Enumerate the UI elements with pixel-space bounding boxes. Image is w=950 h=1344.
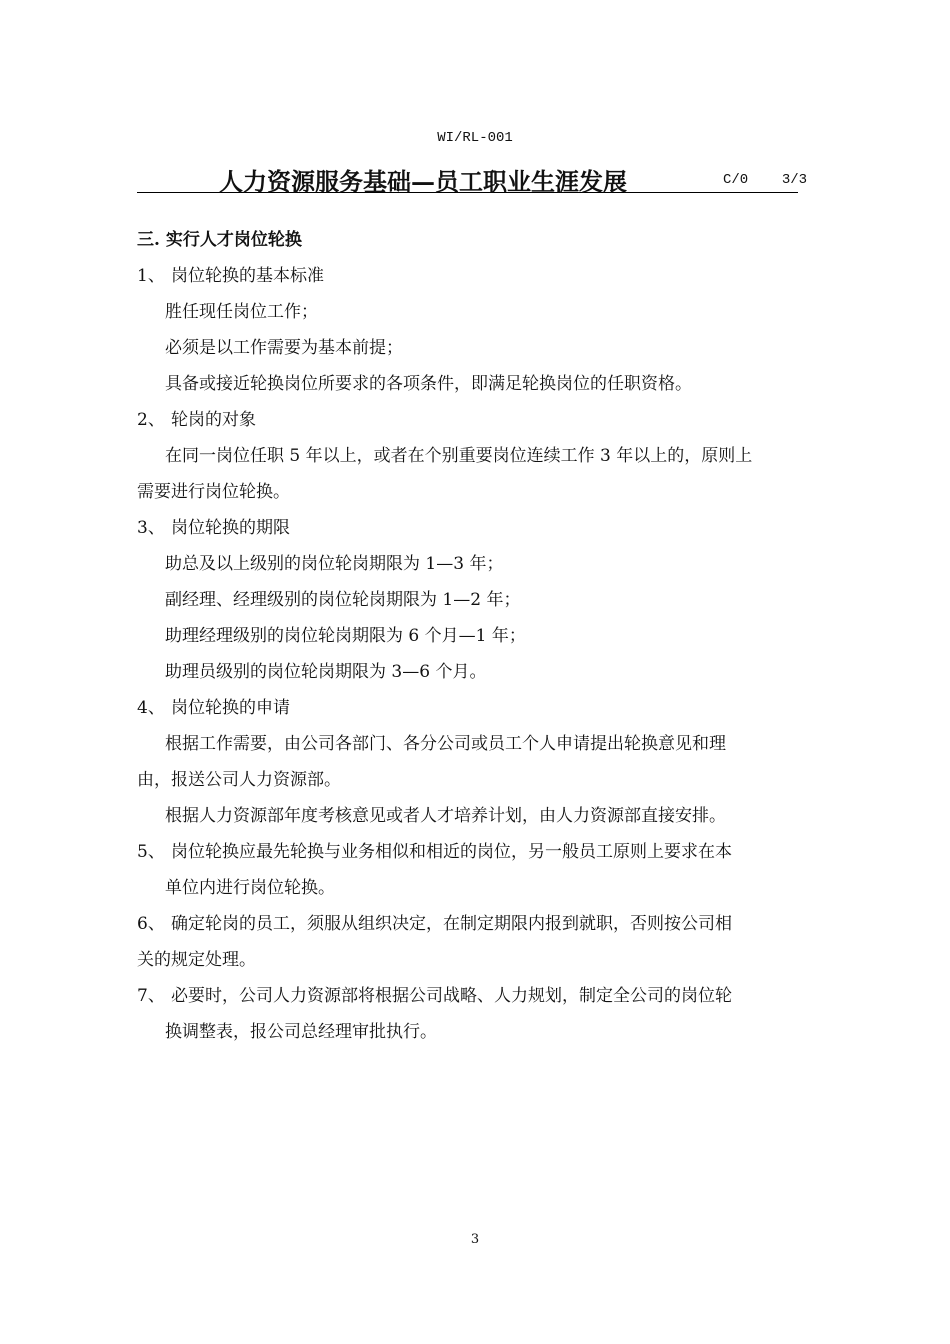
list-subline: 副经理、经理级别的岗位轮岗期限为 1—2 年；: [165, 590, 521, 610]
list-item-5: [137, 834, 817, 870]
item-title: 岗位轮换应最先轮换与业务相似和相近的岗位，另一般员工原则上要求在本: [171, 842, 732, 862]
list-subline: 在同一岗位任职 5 年以上，或者在个别重要岗位连续工作 3 年以上的，原则上: [165, 446, 753, 466]
item-title: 确定轮岗的员工，须服从组织决定，在制定期限内报到就职，否则按公司相: [171, 914, 732, 934]
item-number: 6、: [137, 914, 165, 934]
list-subline-wrap: 关的规定处理。: [137, 950, 256, 970]
item-title: 岗位轮换的基本标准: [171, 266, 324, 286]
list-item-1: [137, 258, 817, 294]
list-item-7: [137, 978, 817, 1014]
item-number: 7、: [137, 986, 165, 1006]
list-subline: 助理员级别的岗位轮岗期限为 3—6 个月。: [165, 662, 487, 682]
version-info: [723, 172, 807, 188]
item-number: 3、: [137, 518, 165, 538]
list-subline: 助理经理级别的岗位轮岗期限为 6 个月—1 年；: [165, 626, 526, 646]
list-subline-wrap: 由，报送公司人力资源部。: [137, 770, 341, 790]
list-subline: 换调整表，报公司总经理审批执行。: [165, 1022, 437, 1042]
list-subline: 助总及以上级别的岗位轮岗期限为 1—3 年；: [165, 554, 504, 574]
item-number: 2、: [137, 410, 165, 430]
item-title: 必要时，公司人力资源部将根据公司战略、人力规划，制定全公司的岗位轮: [171, 986, 732, 1006]
list-subline-wrap: 需要进行岗位轮换。: [137, 482, 290, 502]
item-title: 轮岗的对象: [171, 410, 256, 430]
list-item-4: [137, 690, 817, 726]
list-subline: 单位内进行岗位轮换。: [165, 878, 335, 898]
title-row: [137, 160, 808, 196]
item-number: 5、: [137, 842, 165, 862]
list-subline: 根据工作需要，由公司各部门、各分公司或员工个人申请提出轮换意见和理: [165, 734, 726, 754]
list-item-2: [137, 402, 817, 438]
list-subline: 胜任现任岗位工作；: [165, 302, 318, 322]
page-of: 3/3: [781, 172, 808, 188]
item-title: 岗位轮换的期限: [171, 518, 290, 538]
version-code: C/0: [723, 172, 749, 188]
list-subline: 必须是以工作需要为基本前提；: [165, 338, 403, 358]
list-item-3: [137, 510, 817, 546]
section-heading: 三. 实行人才岗位轮换: [137, 230, 302, 250]
document-body: [137, 222, 817, 1050]
list-subline: 具备或接近轮换岗位所要求的各项条件，即满足轮换岗位的任职资格。: [165, 374, 692, 394]
document-code: WI/RL-001: [437, 130, 513, 146]
item-number: 4、: [137, 698, 165, 718]
list-item-6: [137, 906, 817, 942]
document-title: 人力资源服务基础—员工职业生涯发展: [219, 167, 627, 196]
list-subline: 根据人力资源部年度考核意见或者人才培养计划，由人力资源部直接安排。: [165, 806, 726, 826]
item-title: 岗位轮换的申请: [171, 698, 290, 718]
item-number: 1、: [137, 266, 165, 286]
page-number: 3: [470, 1232, 480, 1247]
